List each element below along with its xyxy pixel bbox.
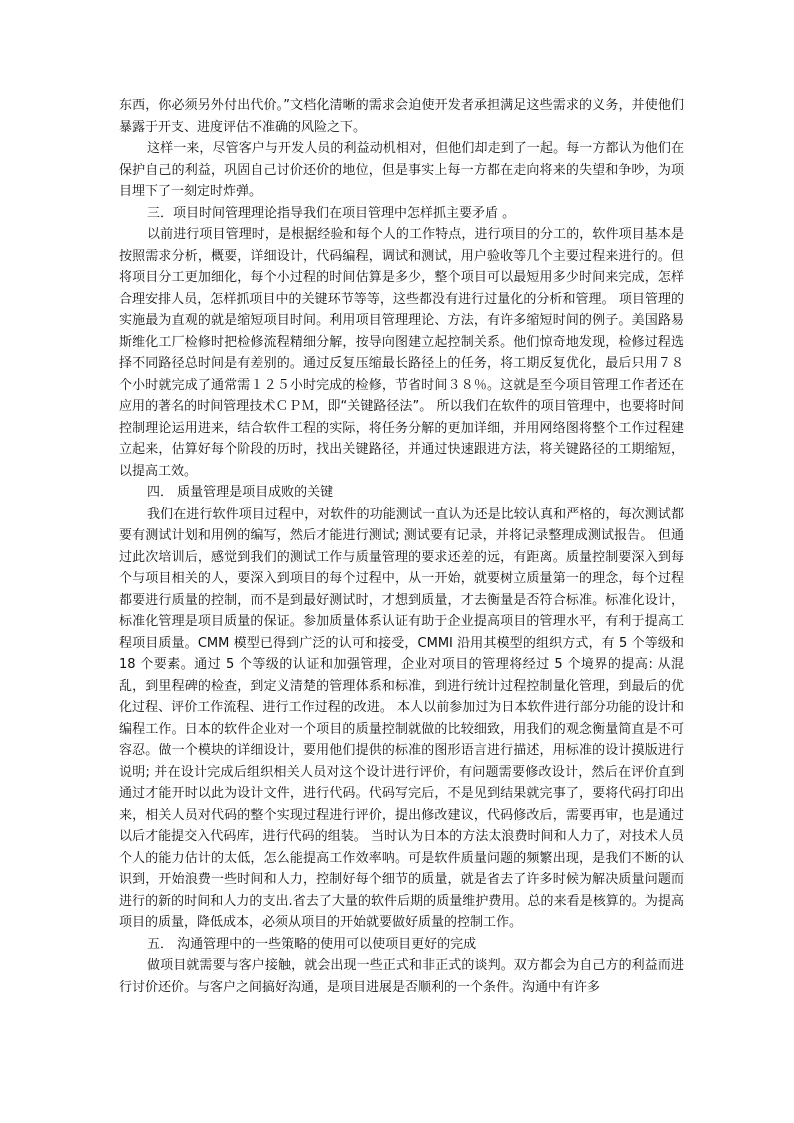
paragraph-time-management: 以前进行项目管理时，是根据经验和每个人的工作特点，进行项目的分工的，软件项目基本是按照需求分析，概要，详细设计，代码编程，调试和测试，用户验收等几个主要过程来进行的。但将项目分工更加细化，每个小过程的时间估算是多少，整个项目可以最短用多少时间来完成，怎样合理安排人员，怎样抓项目中的关键环节等等，这些都没有进行过量化的分析和管理。 项目管理的实施最为直观的就是缩短项目时间。利用项目管理理论、方法，有许多缩短时间的例子。美国路易斯维化工厂检修时把检修流程精细分解，按导向图建立起控制关系。他们惊奇地发现，检修过程选择不同路径总时间是有差别的。通过反复压缩最长路径上的任务，将工期反复优化，最后只用７８个小时就完成了通常需１２５小时完成的检修，节省时间３８％。这就是至今项目管理工作者还在应用的著名的时间管理技术ＣＰＭ，即“关键路径法”。 所以我们在软件的项目管理中，也要将时间控制理论运用进来，结合软件工程的实际，将任务分解的更加详细，并用网络图将整个工作过程建立起来，估算好每个阶段的历时，找出关键路径，并通过快速跟进方法，将关键路径的工期缩短，以提高工效。 xyxy=(119,227,684,479)
document-page xyxy=(119,95,684,998)
paragraph-communication: 做项目就需要与客户接触，就会出现一些正式和非正式的谈判。双方都会为自己方的利益而进行讨价还价。与客户之间搞好沟通，是项目进展是否顺利的一个条件。沟通中有许多 xyxy=(119,958,684,995)
section-heading-time-management: 三．项目时间管理理论指导我们在项目管理中怎样抓主要矛盾 。 xyxy=(147,205,516,221)
section-heading-communication: 五． 沟通管理中的一些策略的使用可以使项目更好的完成 xyxy=(147,936,477,952)
paragraph-quality-management: 我们在进行软件项目过程中，对软件的功能测试一直认为还是比较认真和严格的，每次测试都要有测试计划和用例的编写，然后才能进行测试; 测试要有记录，并将记录整理成测试报告。 但通过此次培训后，感觉到我们的测试工作与质量管理的要求还差的远，有距离。质量控制要深入到每个与项目相关的人，要深入到项目的每个过程中，从一开始，就要树立质量第一的理念，每个过程都要进行质量的控制，而不是到最好测试时，才想到质量，才去衡量是否符合标准。标准化设计，标准化管理是项目质量的保证。参加质量体系认证有助于企业提高项目的管理水平，有利于提高工程项目质量。CMM 模型已得到广泛的认可和接受，CMMI 沿用其模型的组织方式，有 5 个等级和 18 个要素。通过 5 个等级的认证和加强管理，企业对项目的管理将经过 5 个境界的提高: 从混乱，到里程碑的检查，到定义清楚的管理体系和标准，到进行统计过程控制量化管理，到最后的优化过程、评价工作流程、进行工作过程的改进。 本人以前参加过为日本软件进行部分功能的设计和编程工作。日本的软件企业对一个项目的质量控制就做的比较细致，用我们的观念衡量简直是不可容忍。做一个模块的详细设计，要用他们提供的标准的图形语言进行描述，用标准的设计摸版进行说明; 并在设计完成后组织相关人员对这个设计进行评价，有问题需要修改设计，然后在评价直到通过才能开时以此为设计文件，进行代码。代码写完后，不是见到结果就完事了，要将代码打印出来，相关人员对代码的整个实现过程进行评价，提出修改建议，代码修改后，需要再审，也是通过以后才能提交入代码库，进行代码的组装。 当时认为日本的方法太浪费时间和人力了，对技术人员个人的能力估计的太低，怎么能提高工作效率呐。可是软件质量问题的频繁出现，是我们不断的认识到，开始浪费一些时间和人力，控制好每个细节的质量，就是省去了许多时候为解决质量问题而进行的新的时间和人力的支出.省去了大量的软件后期的质量维护费用。总的来看是核算的。为提高项目的质量，降低成本，必须从项目的开始就要做好质量的控制工作。 xyxy=(119,506,684,930)
paragraph-continuation: 东西，你必须另外付出代价。”文档化清晰的需求会迫使开发者承担满足这些需求的义务，并使他们暴露于开支、进度评估不准确的风险之下。 xyxy=(119,98,684,135)
section-heading-quality-management: 四． 质量管理是项目成败的关键 xyxy=(147,485,334,500)
paragraph-interests: 这样一来，尽管客户与开发人员的利益动机相对，但他们却走到了一起。每一方都认为他们在保护自己的利益，巩固自己讨价还价的地位，但是事实上每一方都在走向将来的失望和争吵，为项目埋下了一刻定时炸弹。 xyxy=(119,141,684,199)
